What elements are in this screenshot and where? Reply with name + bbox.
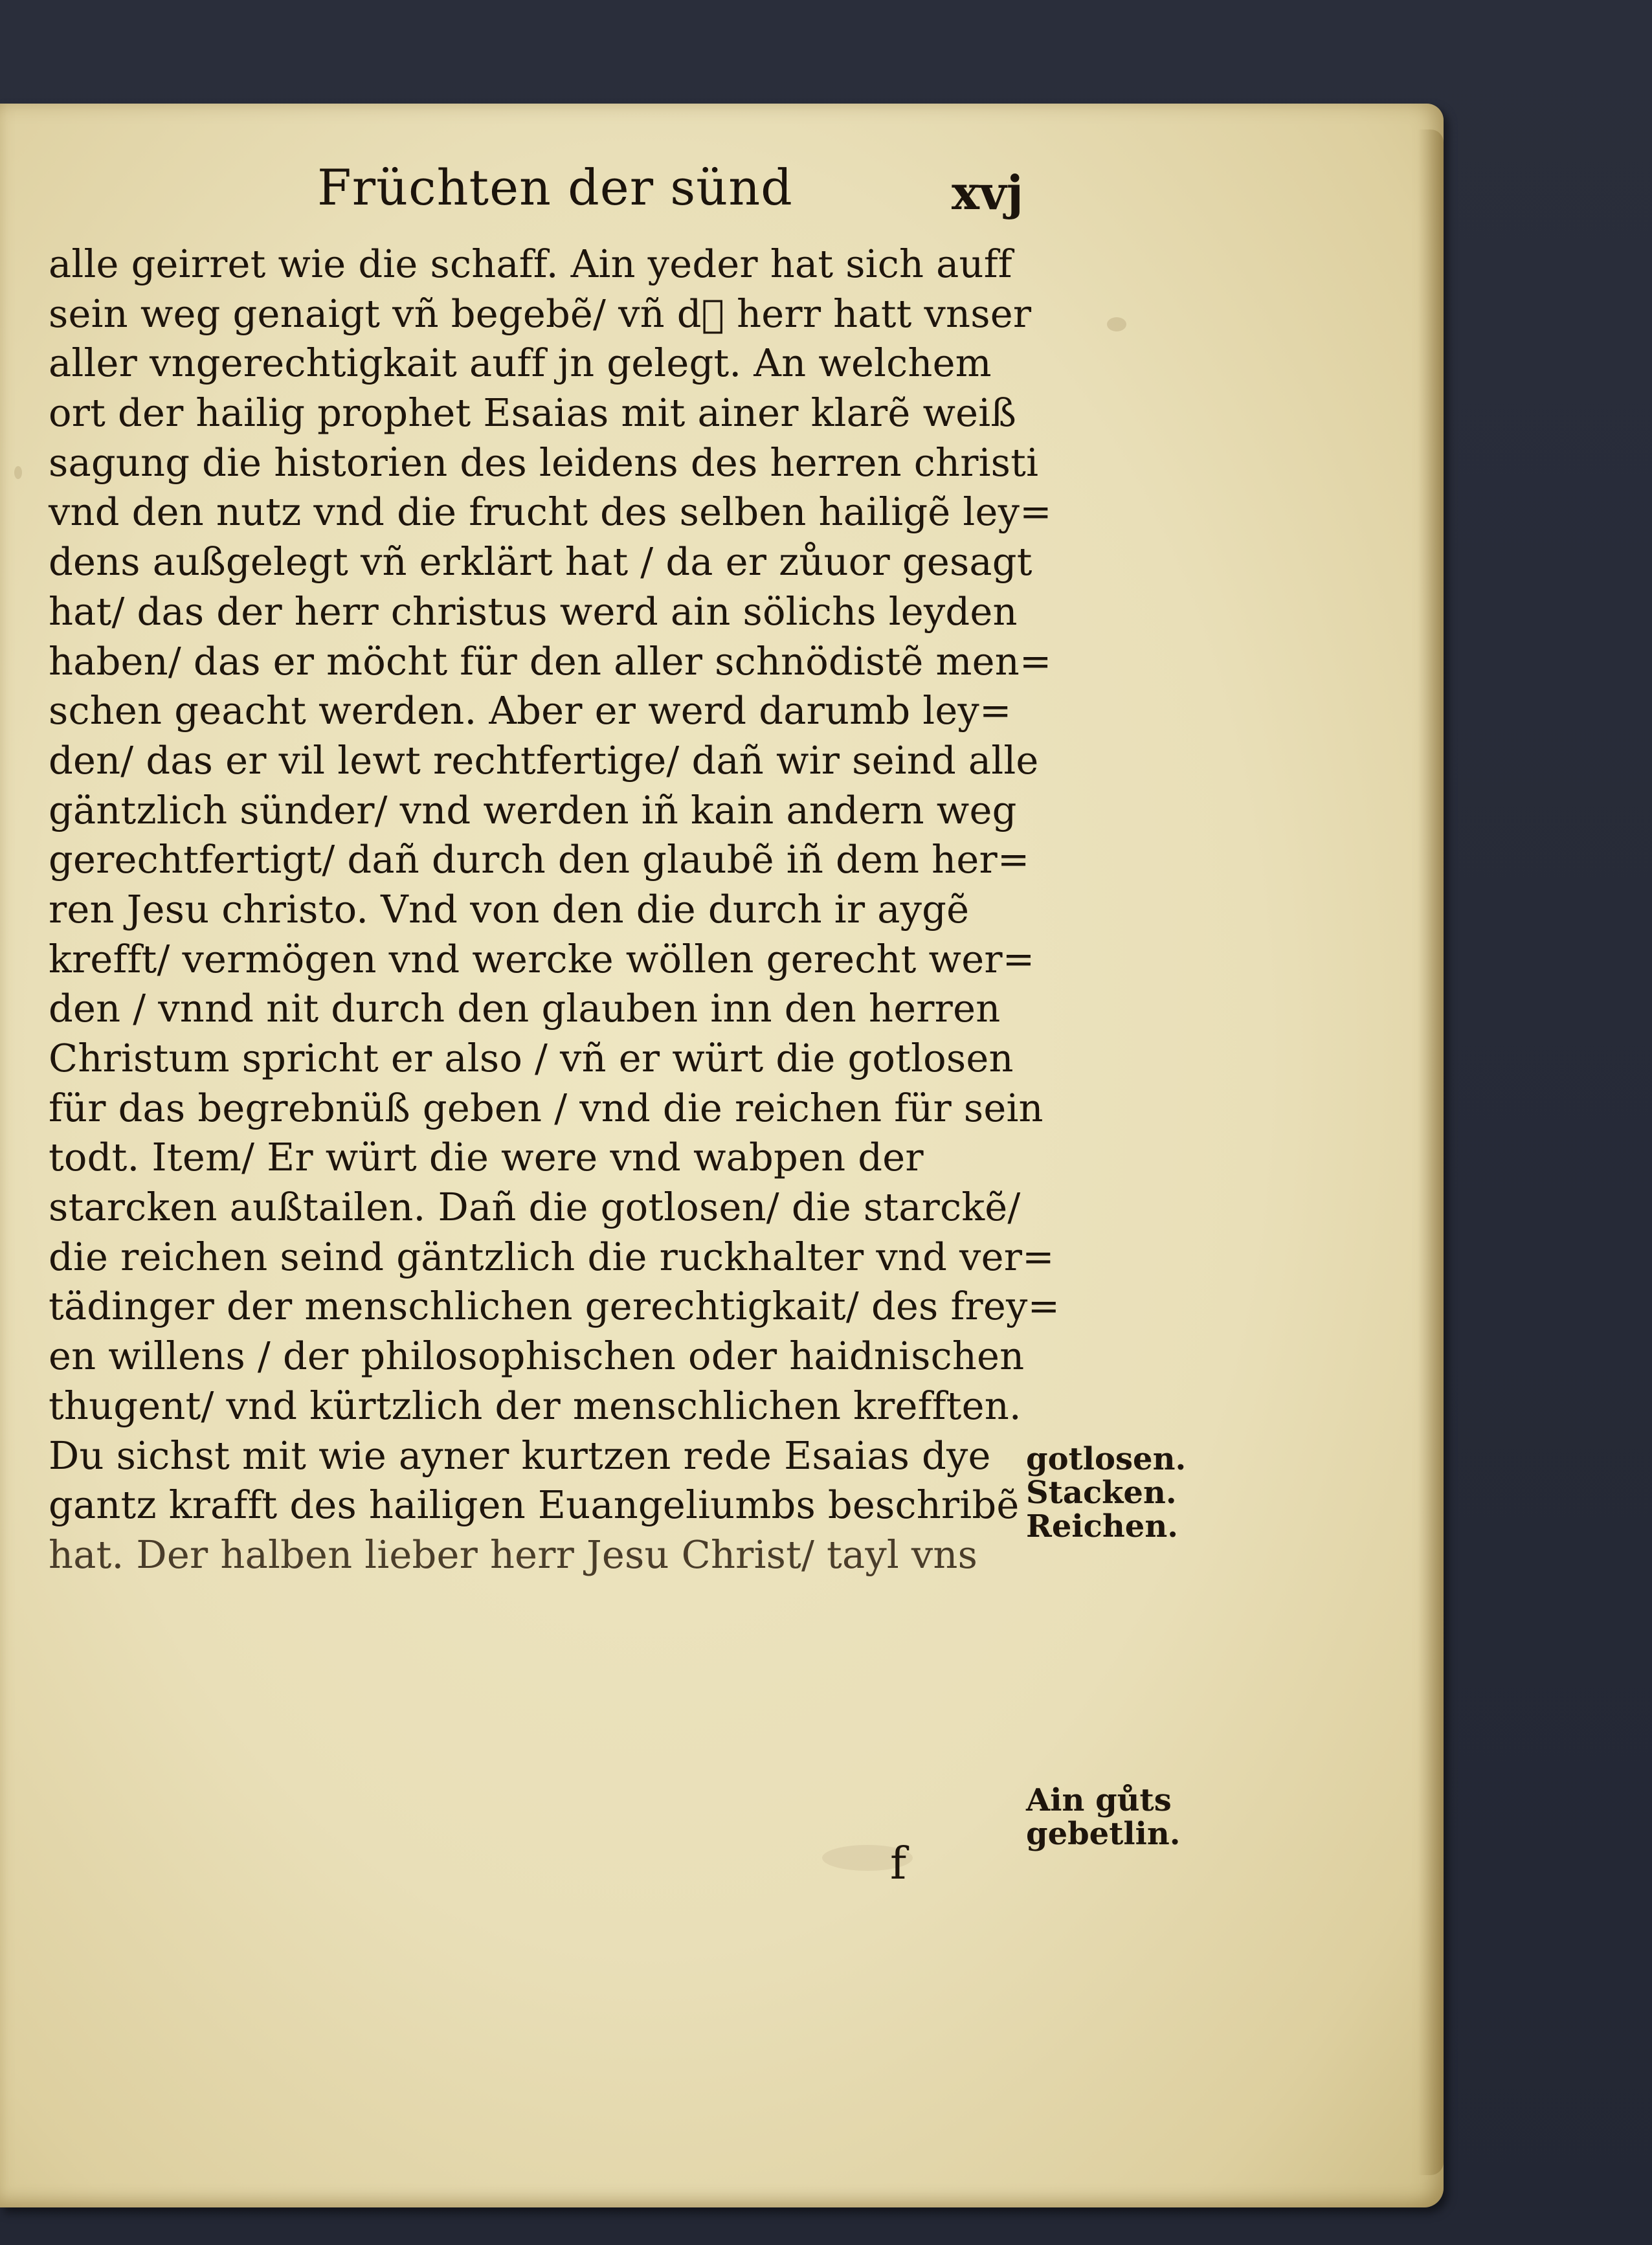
text-line: hat/ das der herr christus werd ain sölichs leyden bbox=[49, 588, 1018, 634]
text-line: gäntzlich sünder/ vnd werden iñ kain andern weg bbox=[49, 787, 1017, 832]
margin-note-gotlosen bbox=[1026, 1442, 1220, 1543]
text-line: en willens / der philosophischen oder haidnischen bbox=[49, 1334, 1025, 1379]
text-line: den/ das er vil lewt rechtfertige/ dañ wir seind alle bbox=[49, 737, 1039, 783]
text-line: vnd den nutz vnd die frucht des selben hailigẽ ley= bbox=[49, 489, 1052, 535]
text-line: gerechtfertigt/ dañ durch den glaubẽ iñ dem her= bbox=[49, 837, 1030, 882]
paper-stain bbox=[1107, 317, 1126, 331]
text-line: tädinger der menschlichen gerechtigkait/ des frey= bbox=[49, 1284, 1060, 1329]
text-line: todt. Item/ Er würt die were vnd wabpen der bbox=[49, 1135, 924, 1180]
text-line: ort der hailig prophet Esaias mit ainer klarẽ weiß bbox=[49, 390, 1016, 436]
text-line: haben/ das er möcht für den aller schnödistẽ men= bbox=[49, 638, 1052, 684]
text-line: dens außgelegt vñ erklärt hat / da er zůuor gesagt bbox=[49, 539, 1032, 585]
margin-note-line: gebetlin. bbox=[1026, 1816, 1181, 1852]
text-line: schen geacht werden. Aber er werd darumb ley= bbox=[49, 688, 1012, 733]
text-line: sein weg genaigt vñ begebẽ/ vñ d᷑ herr hatt vnser bbox=[49, 291, 1032, 336]
page-edge-shadow bbox=[1418, 129, 1444, 2175]
folio-number: xvj bbox=[952, 165, 1023, 220]
text-line: Du sichst mit wie ayner kurtzen rede Esaias dye bbox=[49, 1433, 991, 1478]
text-line: für das begrebnüß geben / vnd die reichen für sein bbox=[49, 1085, 1044, 1130]
text-line: die reichen seind gäntzlich die ruckhalter vnd ver= bbox=[49, 1234, 1055, 1279]
paper-stain bbox=[14, 466, 22, 479]
text-line: alle geirret wie die schaff. Ain yeder hat sich auff bbox=[49, 241, 1012, 286]
margin-note-line: gotlosen. bbox=[1026, 1441, 1187, 1477]
page-header bbox=[0, 159, 1444, 223]
margin-note-line: Ain gůts bbox=[1026, 1782, 1172, 1818]
text-line: thugent/ vnd kürtzlich der menschlichen krefften. bbox=[49, 1383, 1021, 1428]
text-line: hat. Der halben lieber herr Jesu Christ/ tayl vns bbox=[49, 1532, 978, 1577]
margin-note-gebetlin bbox=[1026, 1783, 1220, 1851]
running-head: Früchten der sünd bbox=[317, 159, 793, 216]
text-line: den / vnnd nit durch den glauben inn den herren bbox=[49, 986, 1001, 1031]
text-line: sagung die histori̇en des leidens des herren christi bbox=[49, 440, 1039, 485]
text-line: ren Jesu christo. Vnd von den die durch ir aygẽ bbox=[49, 886, 970, 932]
margin-note-line: Stacken. bbox=[1026, 1475, 1177, 1511]
text-line: krefft/ vermögen vnd wercke wöllen gerecht wer= bbox=[49, 936, 1035, 981]
text-line: gantz krafft des hailigen Euangeliumbs beschribẽ bbox=[49, 1482, 1020, 1528]
text-line: starcken außtailen. Dañ die gotlosen/ die starckẽ/ bbox=[49, 1185, 1021, 1230]
main-text-block bbox=[49, 240, 1060, 1580]
signature-mark: f bbox=[890, 1838, 907, 1890]
margin-note-line: Reichen. bbox=[1026, 1508, 1178, 1545]
text-line: aller vngerechtigkait auff jn gelegt. An welchem bbox=[49, 341, 992, 386]
text-line: Christum spricht er also / vñ er würt die gotlosen bbox=[49, 1036, 1014, 1080]
